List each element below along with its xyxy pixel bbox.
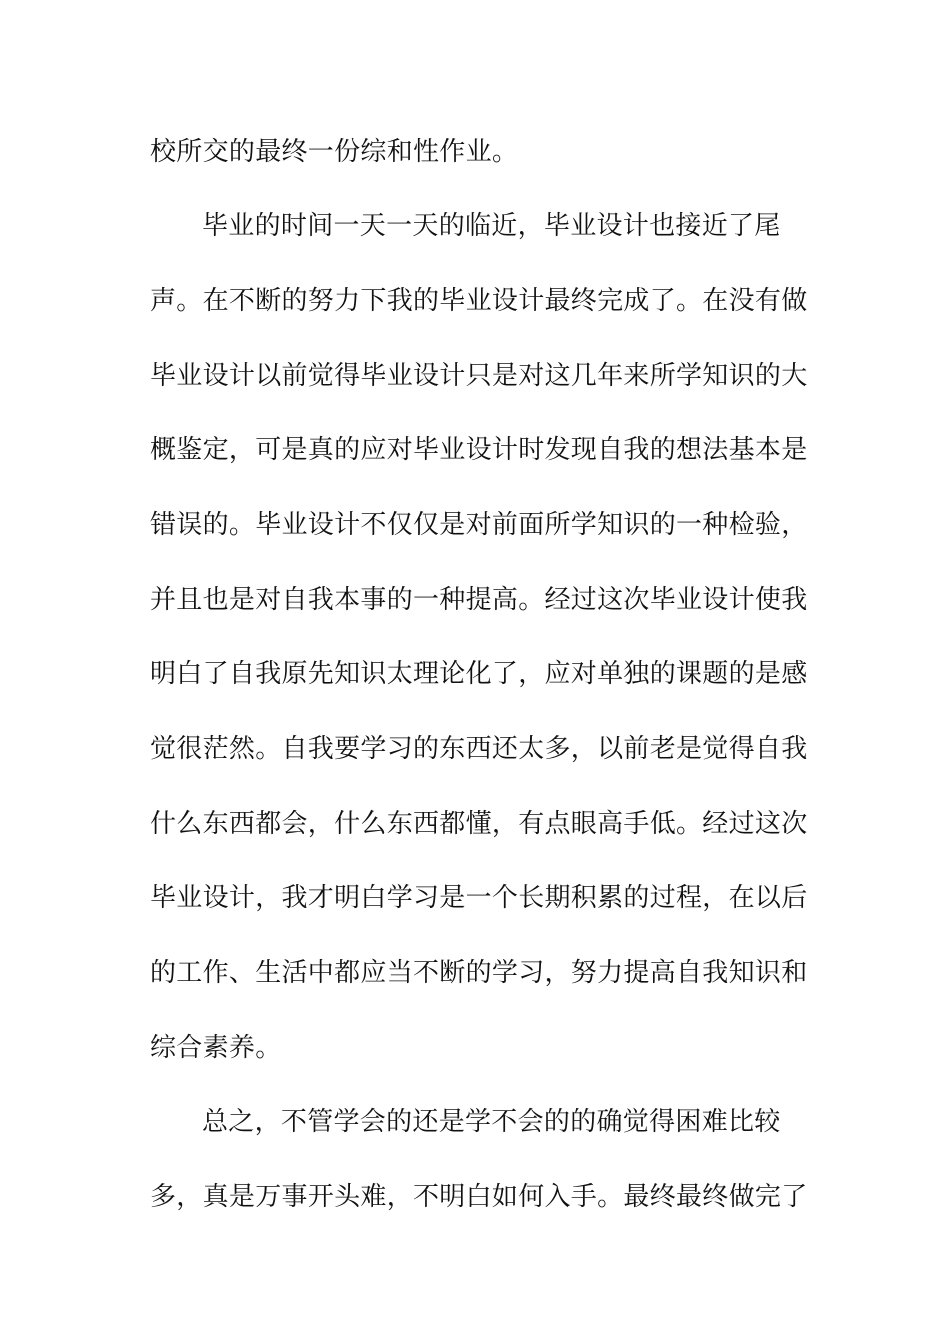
paragraph-line: 毕业的时间一天一天的临近，毕业设计也接近了尾 [202, 211, 781, 241]
paragraph-line: 什么东西都会，什么东西都懂，有点眼高手低。经过这次 [150, 809, 808, 839]
paragraph-line: 毕业设计，我才明白学习是一个长期积累的过程，在以后 [150, 883, 808, 913]
paragraph-line: 并且也是对自我本事的一种提高。经过这次毕业设计使我 [150, 585, 808, 615]
paragraph-line: 错误的。毕业设计不仅仅是对前面所学知识的一种检验， [150, 510, 808, 540]
paragraph-line: 多，真是万事开头难，不明白如何入手。最终最终做完了 [150, 1182, 808, 1212]
paragraph-line: 声。在不断的努力下我的毕业设计最终完成了。在没有做 [150, 286, 808, 316]
paragraph-line: 综合素养。 [150, 1033, 282, 1063]
paragraph-line: 校所交的最终一份综和性作业。 [150, 137, 519, 167]
paragraph-line: 总之，不管学会的还是学不会的的确觉得困难比较 [202, 1107, 781, 1137]
paragraph-line: 明白了自我原先知识太理论化了，应对单独的课题的是感 [150, 659, 808, 689]
paragraph-line: 觉很茫然。自我要学习的东西还太多，以前老是觉得自我 [150, 734, 808, 764]
paragraph-line: 毕业设计以前觉得毕业设计只是对这几年来所学知识的大 [150, 361, 808, 391]
paragraph-line: 的工作、生活中都应当不断的学习，努力提高自我知识和 [150, 958, 808, 988]
paragraph-line: 概鉴定，可是真的应对毕业设计时发现自我的想法基本是 [150, 435, 808, 465]
